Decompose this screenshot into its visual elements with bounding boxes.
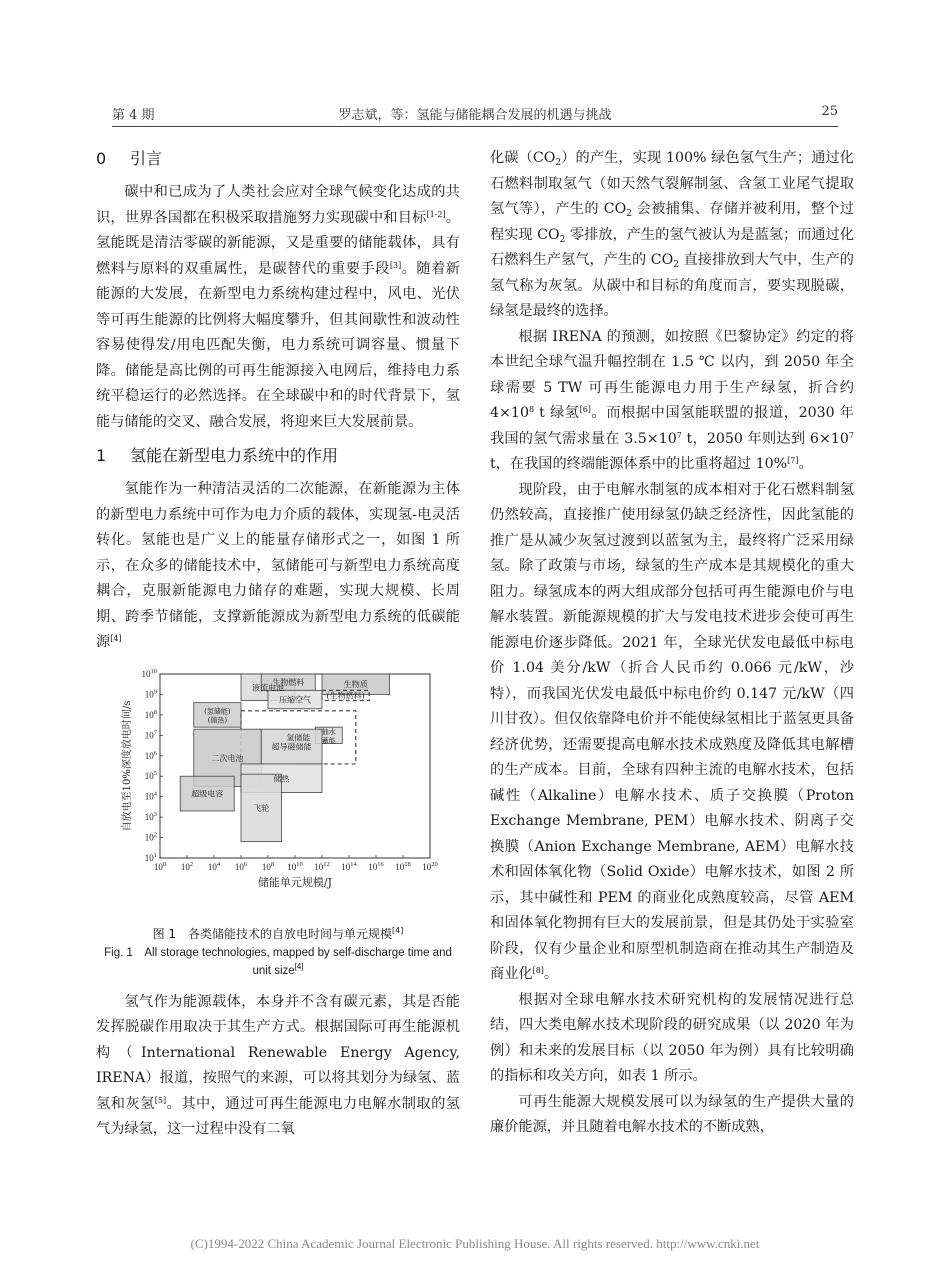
paragraph: [96, 990, 460, 1143]
citation: [4]: [294, 961, 304, 971]
x-axis-label: 储能单元规模/J: [257, 875, 333, 889]
figure-caption-en: [96, 944, 460, 980]
figure-caption-zh: [96, 924, 460, 944]
text: 根据对全球电解水技术研究机构的发展情况进行总结，四大类电解水技术现阶段的研究成果（以 2020 年为例）和未来的发展目标（以 2050 年为例）具有比较明确的指标和攻关方向，如表 1 所示。: [490, 991, 854, 1084]
region-label: 氢储能: [286, 732, 311, 742]
running-title: 罗志斌，等：氢能与储能耦合发展的机遇与挑战: [338, 108, 612, 123]
text: t 绿氢: [534, 405, 580, 421]
section-title: 氢能在新型电力系统中的作用: [130, 446, 339, 465]
x-tick-label: $10^4$: [207, 860, 221, 872]
figure-1: [96, 666, 460, 918]
x-tick-label: $10^8$: [261, 860, 275, 872]
paragraph: [490, 325, 854, 478]
text: 碳中和已成为了人类社会应对全球气候变化达成的共识，世界各国都在积极采取措施努力实现碳中和目标: [96, 184, 460, 226]
paragraph: [490, 146, 854, 325]
section-heading-0: [96, 146, 460, 172]
text: 。其中，通过可再生能源电力电解水制取的氢气为绿氢，这一过程中没有二氧: [96, 1095, 460, 1137]
citation: [3]: [389, 260, 402, 270]
page-number: 25: [821, 104, 838, 119]
y-tick-label: $10^9$: [144, 687, 157, 699]
text: 。氢能既是清洁零碳的新能源，又是重要的储能载体，具有燃料与原料的双重属性，是碳替代的重要手段: [96, 209, 460, 277]
running-header: [112, 104, 838, 126]
x-tick-label: $10^{10}$: [287, 860, 303, 872]
y-tick-label: $10^4$: [144, 790, 157, 802]
text: 零排放，产生的氢气被认为是蓝氢；而通过化石燃料生产氢气，产生的 CO: [490, 226, 855, 268]
text: 会被捕集、存储并被利用，整个过程实现 CO: [490, 201, 854, 243]
region-label: 储热: [273, 773, 290, 783]
region-label: 压缩空气: [279, 695, 311, 705]
caption-text: Fig. 1 All storage technologies, mapped by self-discharge time and unit size: [104, 946, 452, 977]
section-number: 0: [96, 149, 107, 168]
y-tick-label: $10^6$: [144, 749, 157, 761]
left-column: [96, 146, 460, 1143]
region-label: 超级电容: [191, 789, 224, 799]
issue-number: 第 4 期: [112, 108, 155, 123]
text: 氢气作为能源载体，本身并不含有碳元素，其是否能发挥脱碳作用取决于其生产方式。根据国际可再生能源机构（International Renewable Energy Agency, IRENA）报道，按照气的来源，可以将其划分为绿氢、蓝氢和灰氢: [96, 993, 460, 1112]
paragraph: [96, 180, 460, 435]
region-label: (生物燃料): [326, 690, 365, 700]
paragraph: [490, 1090, 854, 1141]
region-label: 液流电池: [252, 682, 284, 692]
subscript: 2: [555, 158, 562, 168]
superscript: 7: [676, 430, 682, 440]
region-label: 生物燃料: [272, 677, 305, 687]
text: 现阶段，由于电解水制氢的成本相对于化石燃料制氢仍然较高，直接推广使用绿氢仍缺乏经济性，因此氢能的推广是从减少灰氢过渡到以蓝氢为主，最终将广泛采用绿氢。除了政策与市场，绿氢的生产成本是其规模化的重大阻力。绿氢成本的两大组成部分包括可再生能源电价与电解水装置。新能源规模的扩大与发电技术进步会使可再生能源电价逐步降低。2021 年，全球光伏发电最低中标电价 1.04 美分/kW（折合人民币约 0.066 元/kW，沙特），而我国光伏发电最低中标电价约 0.147 元/kW（四川甘孜）。但仅依靠降电价并不能使绿氢相比于蓝氢更具备经济优势，还需要提高电解水技术成熟度及降低其电解槽的生产成本。目前，全球有四种主流的电解水技术，包括碱性（Alkaline）电解水技术、质子交换膜（Proton Exchange Membrane, PEM）电解水技术、阴离子交换膜（Anion Exchange Membrane, AEM）电解水技术和固体氧化物（Solid Oxide）电解水技术，如图 2 所示，其中碱性和 PEM 的商业化成熟度较高，尽管 AEM 和固体氧化物拥有巨大的发展前景，但是其仍处于实验室阶段，仅有少量企业和原型机制造商在推动其生产制造及商业化: [490, 481, 854, 982]
subscript: 2: [626, 209, 632, 219]
copyright-footer: (C)1994-2022 China Academic Journal Electronic Publishing House. All rights reserved. http://www.cnki.net: [190, 1236, 760, 1251]
text: 。: [543, 966, 559, 982]
y-tick-label: $10^3$: [144, 810, 157, 822]
y-axis-label: 自放电至10%深度放电时间/s: [122, 700, 133, 831]
subscript: 2: [673, 260, 680, 270]
citation: [4]: [392, 925, 404, 935]
y-tick-label: $10^7$: [144, 728, 157, 740]
citation: [5]: [154, 1095, 167, 1105]
x-tick-label: $10^{16}$: [368, 860, 384, 872]
x-tick-label: $10^{12}$: [314, 860, 330, 872]
superscript: 8: [528, 405, 535, 414]
superscript: 7: [848, 430, 854, 440]
x-tick-label: $10^{18}$: [395, 860, 411, 872]
citation: [8]: [532, 966, 544, 975]
header-rule: [112, 126, 838, 127]
subscript: 2: [559, 234, 566, 245]
text: ）的产生，实现 100% 绿色氢气生产；通过化石燃料制取氢气（如天然气裂解制氢、含氢工业尾气提取氢气等），产生的 CO: [490, 150, 854, 217]
region-label: 蓄能: [321, 736, 336, 745]
region-label: 生物质: [343, 679, 368, 689]
citation: [7]: [787, 456, 799, 465]
paragraph: [490, 478, 854, 988]
citation: [6]: [579, 405, 591, 414]
citation: [4]: [110, 634, 122, 643]
right-column: [490, 146, 854, 1141]
text: t，在我国的终端能源体系中的比重将超过 10%: [490, 456, 788, 472]
y-tick-label: $10^8$: [144, 708, 157, 720]
y-tick-label: $10^5$: [144, 769, 157, 781]
paragraph: [490, 988, 854, 1090]
caption-text: 图 1 各类储能技术的自放电时间与单元规模: [152, 926, 393, 941]
region-label: 抽水: [321, 727, 336, 736]
y-tick-label: $10^1$: [144, 851, 157, 863]
text: t，2050 年则达到 6×10: [681, 430, 849, 447]
x-tick-label: $10^{14}$: [341, 860, 357, 872]
storage-map-chart: [96, 666, 460, 918]
text: 。随着新能源的大发展，在新型电力系统构建过程中，风电、光伏等可再生能源的比例将大幅度攀升，但其间歇性和波动性容易使得发/用电匹配失衡，电力系统可调容量、惯量下降。储能是高比例的可再生能源接入电网后，维持电力系统平稳运行的必然选择。在全球碳中和的时代背景下，氢能与储能的交叉、融合发展，将迎来巨大发展前景。: [96, 260, 460, 430]
section-title: 引言: [130, 149, 163, 168]
region-label: 超导磁储能: [271, 742, 312, 752]
text: 根据 IRENA 的预测，如按照《巴黎协定》约定的将本世纪全球气温升幅控制在 1.5 ℃ 以内，到 2050 年全球需要 5 TW 可再生能源电力用于生产绿氢，折合约 4×10: [490, 328, 854, 421]
citation: [1-2]: [426, 209, 446, 219]
x-tick-label: $10^6$: [234, 860, 248, 872]
region-label: 二次电池: [211, 753, 244, 763]
x-tick-label: $10^{20}$: [422, 860, 438, 872]
region-label: (储热): [207, 715, 228, 724]
text: 。: [798, 456, 813, 472]
paragraph: [96, 477, 460, 656]
y-tick-label: $10^2$: [144, 831, 157, 843]
text: 氢能作为一种清洁灵活的二次能源，在新能源为主体的新型电力系统中可作为电力介质的载体，实现氢-电灵活转化。氢能也是广义上的能量存储形式之一，如图 1 所示，在众多的储能技术中，氢储能可与新型电力系统高度耦合，克服新能源电力储存的难题，实现大规模、长周期、跨季节储能，支撑新能源成为新型电力系统的低碳能源: [96, 481, 460, 650]
x-tick-label: $10^2$: [180, 860, 194, 872]
section-heading-1: [96, 443, 460, 469]
text: 。而根据中国氢能联盟的报道，2030 年我国的氢气需求量在 3.5×10: [490, 405, 854, 447]
y-tick-label: $10^{10}$: [141, 667, 157, 679]
text: 化碳（CO: [490, 150, 556, 166]
text: 可再生能源大规模发展可以为绿氢的生产提供大量的廉价能源，并且随着电解水技术的不断成熟，: [490, 1093, 854, 1135]
x-tick-label: $10^0$: [153, 860, 167, 872]
region-label: 飞轮: [253, 803, 270, 813]
text: 直接排放到大气中，生产的氢气称为灰氢。从碳中和目标的角度而言，要实现脱碳，绿氢是最终的选择。: [490, 252, 854, 319]
section-number: 1: [96, 446, 107, 465]
region-label: (氢储能): [204, 706, 231, 715]
